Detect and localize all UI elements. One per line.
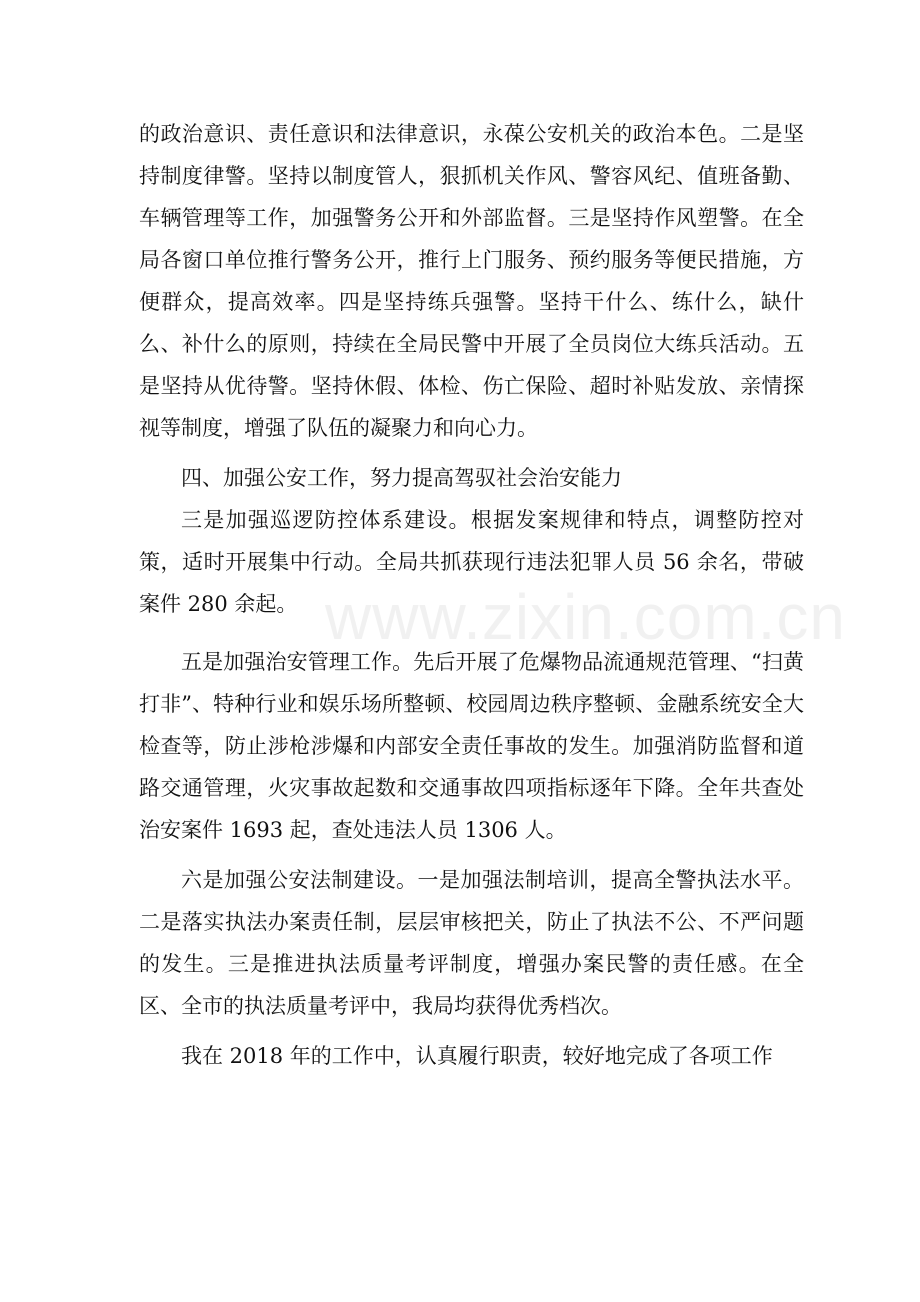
paragraph-continuation: 的政治意识、责任意识和法律意识，永葆公安机关的政治本色。二是坚持制度律警。坚持以制度管人，狠抓机关作风、警容风纪、值班备勤、车辆管理等工作，加强警务公开和外部监督。三是坚持作风塑警。在全局各窗口单位推行警务公开，推行上门服务、预约服务等便民措施，方便群众，提高效率。四是坚持练兵强警。坚持干什么、练什么，缺什么、补什么的原则，持续在全局民警中开展了全员岗位大练兵活动。五是坚持从优待警。坚持休假、体检、伤亡保险、超时补贴发放、亲情探视等制度，增强了队伍的凝聚力和向心力。: [139, 122, 804, 440]
paragraph-security-management: 五是加强治安管理工作。先后开展了危爆物品流通规范管理、“扫黄打非”、特种行业和娱乐场所整顿、校园周边秩序整顿、金融系统安全大检查等，防止涉枪涉爆和内部安全责任事故的发生。加强消防监督和道路交通管理，火灾事故起数和交通事故四项指标逐年下降。全年共查处治安案件 1693 起，查处违法人员 1306 人。: [139, 650, 804, 842]
paragraph-patrol: 三是加强巡逻防控体系建设。根据发案规律和特点，调整防控对策，适时开展集中行动。全局共抓获现行违法犯罪人员 56 余名，带破案件 280 余起。: [139, 508, 804, 616]
section-heading: 四、加强公安工作，努力提高驾驭社会治安能力: [181, 466, 622, 490]
paragraph-legal-construction: 六是加强公安法制建设。一是加强法制培训，提高全警执法水平。二是落实执法办案责任制，层层审核把关，防止了执法不公、不严问题的发生。三是推进执法质量考评制度，增强办案民警的责任感。在全区、全市的执法质量考评中，我局均获得优秀档次。: [139, 868, 804, 1018]
watermark: www.zixin.com.cn: [325, 581, 846, 653]
document-body: [139, 113, 804, 1077]
paragraph-summary: 我在 2018 年的工作中，认真履行职责，较好地完成了各项工作: [181, 1044, 773, 1068]
